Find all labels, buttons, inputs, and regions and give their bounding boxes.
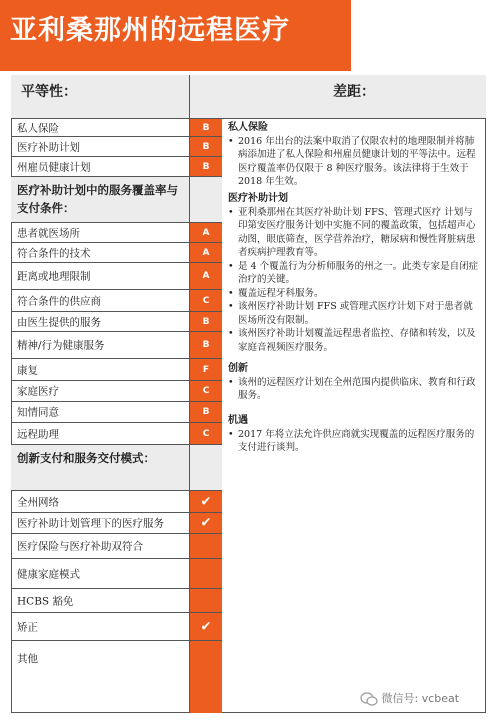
check-cell [189, 559, 222, 588]
list-item [11, 137, 222, 157]
check-cell [189, 491, 222, 512]
list-item [11, 402, 222, 423]
grade-value: B [202, 122, 210, 133]
grade-value: C [202, 428, 210, 439]
check-icon: ✔ [200, 515, 212, 531]
list-item [11, 559, 222, 589]
gap-private-insurance [228, 121, 480, 189]
grade-cell [189, 263, 222, 289]
gap-heading: 医疗补助计划 [228, 193, 288, 204]
grade-value: B [202, 340, 210, 350]
grade-value: F [202, 364, 210, 375]
grade-cell [189, 332, 222, 358]
grade-cell [189, 243, 222, 262]
list-item [11, 513, 222, 534]
row-label: 矫正 [17, 621, 38, 633]
check-cell [189, 513, 222, 533]
grade-cell [189, 359, 222, 380]
list-item [11, 641, 222, 713]
title-banner [0, 0, 351, 71]
grade-value: A [202, 227, 210, 238]
watermark-text: 微信号: vcbeat [381, 692, 460, 705]
grade-cell [189, 381, 222, 401]
list-item [11, 290, 222, 312]
grade-value: A [202, 247, 210, 258]
check-cell [189, 613, 222, 640]
gaps-header-label: 差距： [333, 84, 375, 100]
section-header [11, 177, 222, 223]
check-cell [189, 641, 222, 713]
gap-medicaid [228, 192, 480, 354]
list-item [11, 263, 222, 290]
gap-bullet: • 该州的远程医疗计划在全州范围内提供临床、教育和行政服务。 [228, 376, 480, 403]
row-label: 家庭医疗 [17, 385, 59, 398]
list-item [11, 491, 222, 513]
list-item [11, 312, 222, 332]
list-item [11, 423, 222, 445]
row-label: 远程助理 [17, 428, 59, 440]
grade-value: B [202, 161, 210, 172]
row-label: 符合条件的供应商 [17, 295, 101, 307]
row-label: 健康家庭模式 [17, 568, 80, 580]
row-label: 精神/行为健康服务 [17, 339, 105, 352]
gap-innovation [228, 362, 480, 403]
gap-heading: 创新 [228, 363, 248, 374]
grade-cell [189, 119, 222, 136]
gap-bullet: • 亚利桑那州在其医疗补助计划 FFS、管理式医疗 计划与印第安医疗服务计划中实施不同的覆盖政策，包括超声心动图，眼底筛查，医学营养治疗，糖尿病和慢性肾脏病患者疾病护理教育等。 [228, 206, 480, 260]
row-label: 其他 [17, 653, 38, 665]
row-label: HCBS 豁免 [17, 595, 74, 607]
list-item [11, 223, 222, 243]
row-label: 医疗保险与医疗补助双符合 [17, 540, 143, 553]
gap-bullet: • 2017 年将立法允许供应商就实现覆盖的远程医疗服务的支付进行谈判。 [228, 428, 480, 455]
section-title: 创新支付和服务交付模式： [17, 451, 155, 465]
row-label: 州雇员健康计划 [17, 161, 91, 173]
section-header [11, 445, 222, 491]
grade-cell [189, 137, 222, 156]
row-label: 医疗补助计划 [17, 141, 80, 153]
list-item [11, 359, 222, 381]
check-cell [189, 589, 222, 612]
gaps-header [222, 75, 486, 119]
grade-value: C [202, 295, 210, 306]
wechat-icon [360, 692, 378, 706]
list-item [11, 119, 222, 137]
list-item [11, 613, 222, 641]
grade-value: B [202, 407, 210, 417]
list-item [11, 589, 222, 613]
gap-bullet: • 覆盖远程牙科服务。 [228, 287, 480, 301]
grade-value: A [202, 271, 210, 281]
row-label: 全州网络 [17, 496, 59, 508]
grade-cell [189, 290, 222, 311]
row-label: 康复 [17, 364, 38, 376]
row-label: 由医生提供的服务 [17, 316, 101, 328]
row-label: 私人保险 [17, 122, 59, 134]
grade-cell [189, 157, 222, 176]
gap-bullet: • 2016 年出台的法案中取消了仅限农村的地理限制并将肺病添加进了私人保险和州雇员健康计划的平等法中。远程医疗覆盖率仍仅限于 8 种医疗服务。该法律将于生效于 2018 年生效。 [228, 135, 480, 189]
row-label: 患者就医场所 [17, 227, 80, 239]
grade-value: B [202, 141, 210, 152]
page-title: 亚利桑那州的远程医疗 [10, 15, 290, 46]
section-cell [189, 177, 222, 222]
gap-heading: 私人保险 [228, 122, 268, 133]
parity-header [11, 75, 189, 119]
check-icon: ✔ [200, 619, 212, 634]
check-icon: ✔ [200, 494, 212, 509]
grade-value: B [202, 316, 210, 327]
list-item [11, 534, 222, 559]
row-label: 距离或地理限制 [17, 270, 91, 283]
gap-bullet: • 该州医疗补助计划覆盖远程患者监控、存储和转发，以及家庭音视频医疗服务。 [228, 327, 480, 354]
list-item [11, 157, 222, 177]
watermark [360, 690, 459, 706]
row-label: 知情同意 [17, 406, 59, 419]
gap-opportunity [228, 414, 480, 455]
grade-cell [189, 423, 222, 444]
list-item [11, 381, 222, 402]
parity-header-cell [189, 75, 222, 119]
list-item [11, 332, 222, 359]
section-title: 医疗补助计划中的服务覆盖率与支付条件： [17, 183, 178, 215]
grade-cell [189, 223, 222, 242]
check-cell [189, 534, 222, 558]
grade-cell [189, 312, 222, 331]
row-label: 医疗补助计划管理下的医疗服务 [17, 517, 164, 530]
gap-bullet: • 是 4 个覆盖行为分析师服务的州之一。此类专家是自闭症治疗的关键。 [228, 260, 480, 287]
grade-cell [189, 402, 222, 422]
section-cell [189, 445, 222, 490]
map-panel [351, 0, 491, 71]
gap-heading: 机遇 [228, 415, 248, 426]
grade-value: C [202, 386, 210, 396]
list-item [11, 243, 222, 263]
gap-bullet: • 该州医疗补助计划 FFS 或管理式医疗计划下对于患者就医场所没有限制。 [228, 300, 480, 327]
row-label: 符合条件的技术 [17, 247, 91, 259]
header [0, 0, 491, 71]
parity-header-label: 平等性： [21, 84, 77, 100]
